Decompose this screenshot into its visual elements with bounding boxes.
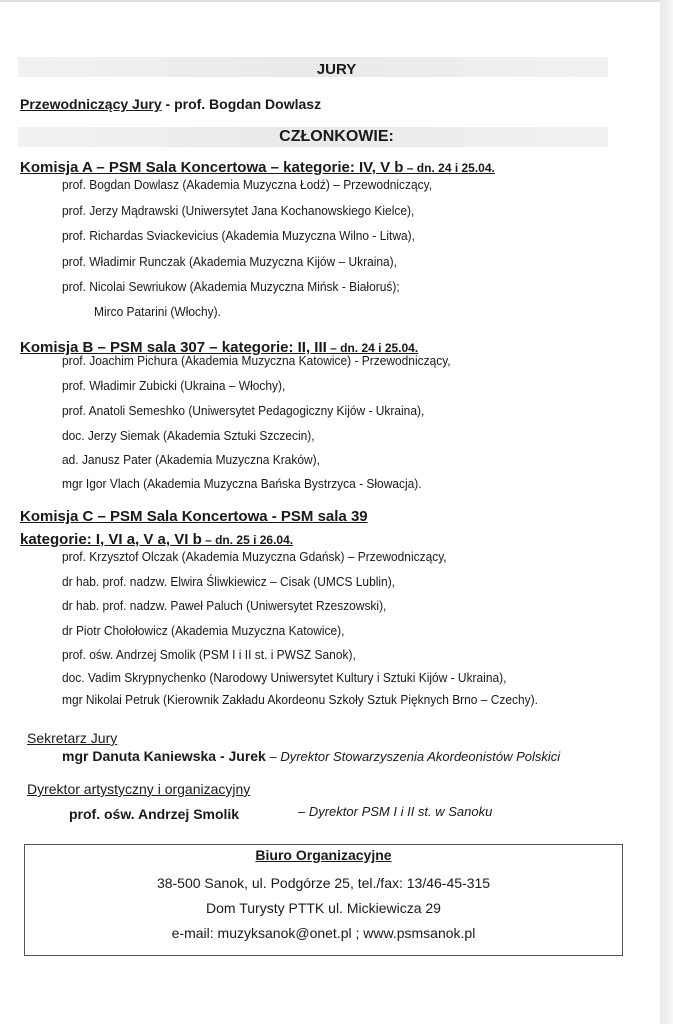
list-item: mgr Igor Vlach (Akademia Muzyczna Bańska Bystrzyca - Słowacja).	[62, 476, 422, 491]
list-item: prof. Joachim Pichura (Akademia Muzyczna Katowice) - Przewodniczący,	[62, 353, 451, 368]
secretary-label: Sekretarz Jury	[27, 730, 118, 746]
list-item: doc. Jerzy Siemak (Akademia Sztuki Szczecin),	[62, 428, 315, 443]
commission-b-dates: – dn. 24 i 25.04.	[326, 341, 419, 355]
list-item: prof. Nicolai Sewriukow (Akademia Muzyczna Mińsk - Białoruś);	[62, 279, 400, 294]
list-item: doc. Vadim Skrypnychenko (Narodowy Uniwersytet Kultury i Sztuki Kijów - Ukraina),	[62, 670, 507, 685]
list-item: prof. Władimir Zubicki (Ukraina – Włochy),	[62, 378, 286, 393]
office-box	[24, 844, 623, 956]
list-item: prof. Richardas Sviackevicius (Akademia Muzyczna Wilno - Litwa),	[62, 228, 415, 243]
title: JURY	[316, 61, 357, 78]
list-item: prof. Jerzy Mądrawski (Uniwersytet Jana Kochanowskiego Kielce),	[62, 203, 415, 218]
commission-a-heading: Komisja A – PSM Sala Koncertowa – kategorie: IV, V b	[20, 159, 404, 176]
scan-edge	[0, 0, 673, 2]
office-address: 38-500 Sanok, ul. Podgórze 25, tel./fax: 13/46-45-315	[156, 875, 491, 891]
secretary-role: – Dyrektor Stowarzyszenia Akordeonistów Polskici	[265, 749, 561, 764]
members-heading: CZŁONKOWIE:	[279, 128, 394, 145]
list-item: dr hab. prof. nadzw. Paweł Paluch (Uniwersytet Rzeszowski),	[62, 598, 387, 613]
list-item: prof. Anatoli Semeshko (Uniwersytet Pedagogiczny Kijów - Ukraina),	[62, 403, 425, 418]
list-item: Mirco Patarini (Włochy).	[94, 304, 221, 319]
list-item: prof. Bogdan Dowlasz (Akademia Muzyczna Łodź) – Przewodniczący,	[62, 177, 433, 192]
office-title: Biuro Organizacyjne	[255, 847, 392, 863]
chair-value: - prof. Bogdan Dowlasz	[161, 96, 322, 112]
commission-c-categories: kategorie: I, VI a, V a, VI b	[20, 531, 202, 548]
chair-label: Przewodniczący Jury	[20, 96, 162, 112]
secretary-name: mgr Danuta Kaniewska - Jurek	[62, 748, 266, 764]
list-item: prof. Władimir Runczak (Akademia Muzyczna Kijów – Ukraina),	[62, 254, 397, 269]
commission-c-heading: Komisja C – PSM Sala Koncertowa - PSM sala 39	[20, 508, 368, 525]
office-contact: e-mail: muzyksanok@onet.pl ; www.psmsanok.pl	[171, 925, 476, 941]
director-label: Dyrektor artystyczny i organizacyjny	[27, 781, 251, 797]
list-item: prof. Krzysztof Olczak (Akademia Muzyczna Gdańsk) – Przewodniczący,	[62, 549, 447, 564]
commission-a-dates: – dn. 24 i 25.04.	[403, 161, 495, 175]
commission-c-dates: – dn. 25 i 26.04.	[201, 533, 294, 547]
list-item: prof. ośw. Andrzej Smolik (PSM I i II st. i PWSZ Sanok),	[62, 647, 356, 662]
scan-edge	[660, 0, 673, 1024]
list-item: mgr Nikolai Petruk (Kierownik Zakładu Akordeonu Szkoły Sztuk Pięknych Brno – Czechy).	[62, 692, 538, 707]
office-house: Dom Turysty PTTK ul. Mickiewicza 29	[206, 900, 441, 916]
list-item: ad. Janusz Pater (Akademia Muzyczna Kraków),	[62, 452, 320, 467]
commission-b-heading: Komisja B – PSM sala 307 – kategorie: II, III	[20, 339, 327, 356]
list-item: dr hab. prof. nadzw. Elwira Śliwkiewicz – Cisak (UMCS Lublin),	[62, 574, 396, 589]
list-item: dr Piotr Chołołowicz (Akademia Muzyczna Katowice),	[62, 623, 345, 638]
director-name: prof. ośw. Andrzej Smolik	[69, 806, 240, 822]
director-role: – Dyrektor PSM I i II st. w Sanoku	[298, 804, 493, 819]
